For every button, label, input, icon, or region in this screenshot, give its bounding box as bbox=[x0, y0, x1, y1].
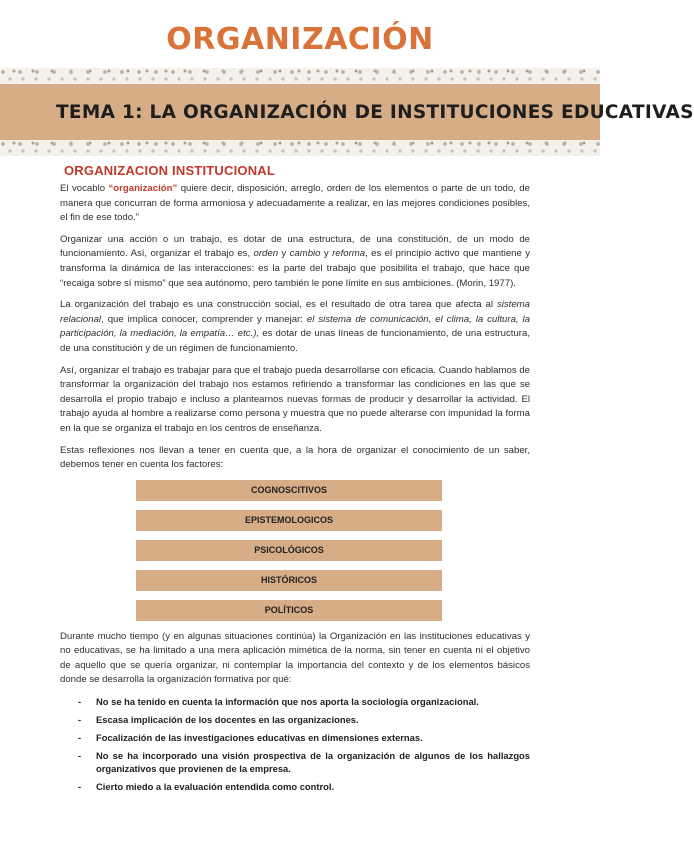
paragraph-organize: Organizar una acción o un trabajo, es dotar de una estructura, de una constitución, de un modo de funcionamiento. Así, organizar el trabajo es, orden y cambio y reforma, es el principio activo que mantiene y transforma la dinámica de las interacciones: es la parte del trabajo que posibilita el trabajo, que hace que “recaiga sobre sí mismo” que sea autónomo, pero también le pone límite en sus ambiciones. (Morin, 1977). bbox=[60, 233, 530, 289]
paragraph-history: Durante mucho tiempo (y en algunas situaciones continúa) la Organización en las instituciones educativas y no educativas, se ha limitado a una mera aplicación mimética de la norma, sin tener en cuenta ni el objetivo de aquello que se quería organizar, ni contemplar la importancia del contexto y de los elementos básicos donde se desarrolla la organización formativa por qué: bbox=[60, 630, 530, 686]
reasons-list bbox=[60, 695, 530, 793]
decorative-pattern-top bbox=[0, 68, 600, 84]
paragraph-definition: El vocablo “organización” quiere decir, disposición, arreglo, orden de los elementos o parte de un todo, de manera que concurran de forma armoniosa y adecuadamente a realizar, en las mejores condiciones posibles, el fin de ese todo.” bbox=[60, 183, 530, 224]
section-heading: ORGANIZACION INSTITUCIONAL bbox=[64, 163, 276, 178]
decorative-pattern-bottom bbox=[0, 140, 600, 156]
banner-title: TEMA 1: LA ORGANIZACIÓN DE INSTITUCIONES EDUCATIVAS bbox=[56, 101, 694, 123]
paragraph-factors-intro: Estas reflexiones nos llevan a tener en cuenta que, a la hora de organizar el conocimiento de un saber, debemos tener en cuenta los factores: bbox=[60, 444, 530, 471]
paragraph-efficacy: Así, organizar el trabajo es trabajar para que el trabajo pueda desarrollarse con eficacia. Cuando hablamos de transformar la organización del trabajo nos estamos refiriendo a transformar las condiciones en las que se desarrolla el propio trabajo e incluso a plantearnos nuevas formas de producir y desarrollar la actividad. El trabajo ayuda al hombre a realizarse como persona y muestra que no puede alterarse con impunidad la forma en la que se organiza el trabajo en los centros de enseñanza. bbox=[60, 364, 530, 434]
list-item: - No se ha tenido en cuenta la información que nos aporta la sociología organizacional. bbox=[78, 696, 479, 708]
page-title: ORGANIZACIÓN bbox=[166, 22, 434, 57]
document-body bbox=[60, 182, 530, 798]
paragraph-social-construction: La organización del trabajo es una construcción social, es el resultado de otra tarea que afecta al sistema relacional, que implica conocer, comprender y manejar: el sistema de comunicación, el clima, la cultura, la participación, la mediación, la empatía… etc.), es dotar de unas líneas de funcionamiento, de una estructura, de una constitución y de un régimen de funcionamiento. bbox=[60, 299, 531, 354]
factor-box: EPISTEMOLOGICOS bbox=[136, 510, 442, 531]
factor-box: PSICOLÓGICOS bbox=[136, 540, 442, 561]
list-item: - Focalización de las investigaciones educativas en dimensiones externas. bbox=[78, 732, 423, 744]
list-item: - Escasa implicación de los docentes en las organizaciones. bbox=[78, 714, 359, 726]
topic-banner bbox=[0, 84, 694, 140]
list-item: - Cierto miedo a la evaluación entendida como control. bbox=[78, 781, 335, 793]
highlight-term: “organización” bbox=[108, 183, 178, 194]
list-item: - No se ha incorporado una visión prospectiva de la organización de algunos de los hallazgos organizativos que provienen de la empresa. bbox=[78, 750, 530, 775]
factor-box: HISTÓRICOS bbox=[136, 570, 442, 591]
factor-box: COGNOSCITIVOS bbox=[136, 480, 442, 501]
factor-box: POLÍTICOS bbox=[136, 600, 442, 621]
factors-list bbox=[136, 480, 442, 621]
